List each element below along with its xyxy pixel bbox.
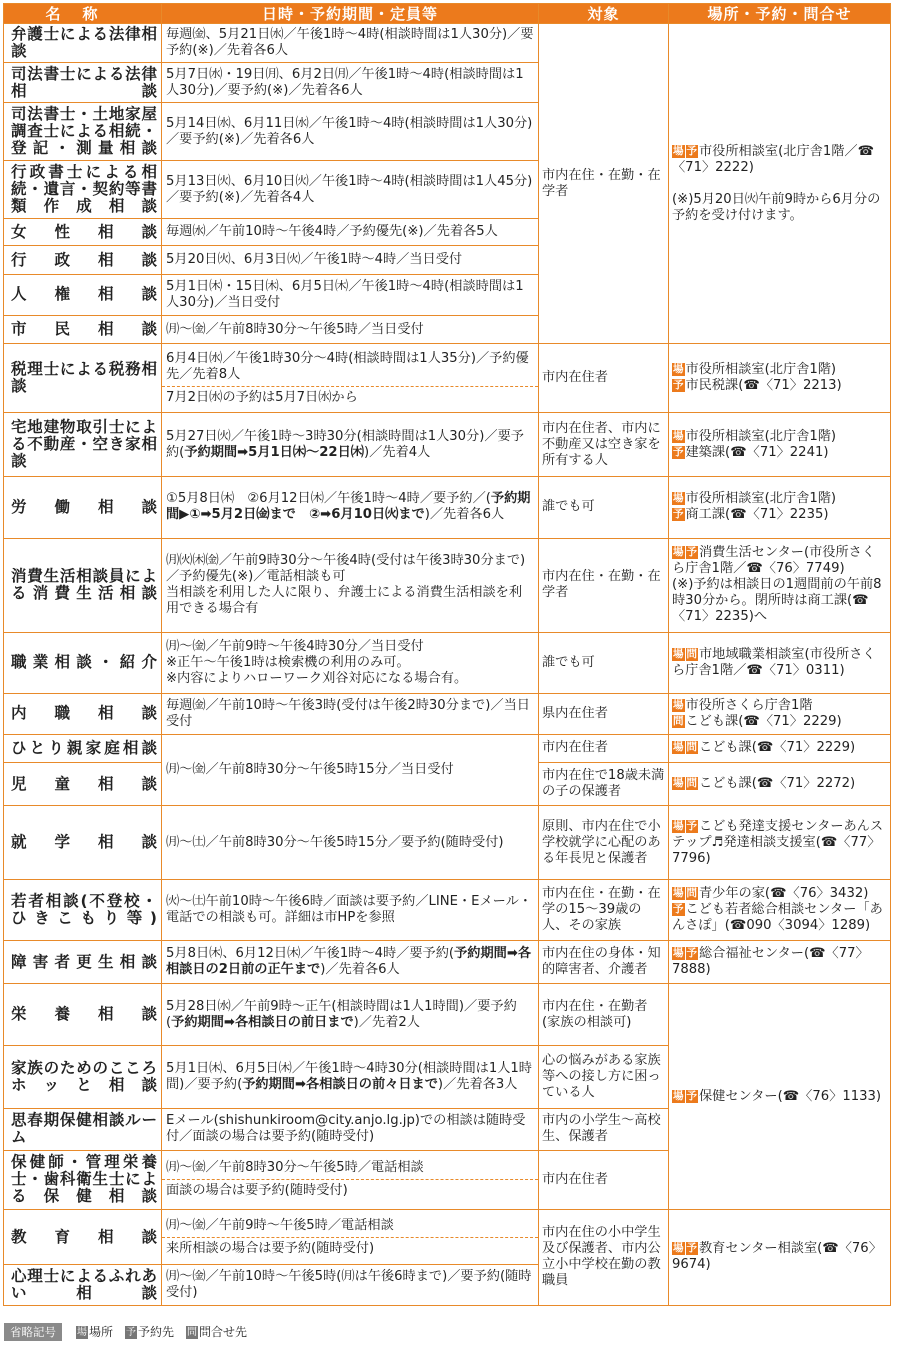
time-text: ①5月8日㈭ ②6月12日㈭／午後1時～4時／要予約／(: [166, 491, 491, 507]
inquiry-icon: 問: [187, 1326, 198, 1338]
place-text: 市役所相談室(北庁舎1階): [685, 362, 837, 378]
consultation-table: [3, 3, 891, 1306]
row-place: [669, 476, 891, 538]
place-text: 市役所相談室(北庁舎1階): [685, 491, 837, 507]
row-name: 行政相談: [4, 246, 162, 274]
reserve-icon: 予: [673, 445, 684, 458]
time-text: ㈪㈫㈭㈮／午前9時30分～午後4時(受付は午後3時30分まで)／予約優先(※)／電話相談も可: [166, 553, 526, 585]
row-time: [162, 1209, 539, 1265]
row-time: [162, 476, 539, 538]
row-place: [669, 694, 891, 734]
row-name: 市民相談: [4, 316, 162, 344]
row-name: 家族のためのこころホッと相談: [4, 1046, 162, 1109]
row-name: 児童相談: [4, 762, 162, 805]
place-text: 総合福祉センター(☎〈77〉7888): [672, 946, 869, 978]
inquiry-icon: 問: [686, 741, 697, 754]
row-place: [669, 984, 891, 1209]
header-place: 場所・予約・問合せ: [669, 4, 891, 24]
time-text: 当相談を利用した人に限り、弁護士による消費生活相談を利用できる場合有: [166, 585, 523, 617]
time-text: ㈪～㈮／午前8時30分～午後5時／電話相談: [166, 1160, 424, 1176]
row-place: [669, 632, 891, 694]
place-text: こども課(☎〈71〉2229): [685, 713, 842, 729]
inquiry-icon: 問: [686, 777, 697, 790]
legend-title: 省略記号: [4, 1323, 62, 1341]
place-icon: 場: [673, 546, 684, 559]
row-target: 市内在住者: [539, 734, 669, 762]
row-place: [669, 24, 891, 344]
reserve-icon: 予: [686, 1242, 697, 1255]
table-row: [4, 632, 891, 694]
place-text: 建築課(☎〈71〉2241): [685, 444, 829, 460]
place-icon: 場: [673, 741, 684, 754]
row-name: 教育相談: [4, 1209, 162, 1265]
row-target: 誰でも可: [539, 632, 669, 694]
row-target: 県内在住者: [539, 694, 669, 734]
row-target: 心の悩みがある家族等への接し方に困っている人: [539, 1046, 669, 1109]
row-name: 内職相談: [4, 694, 162, 734]
place-text: こども発達支援センターあんステップ♬発達相談支援室(☎〈77〉7796): [672, 818, 884, 866]
row-time: [162, 1151, 539, 1210]
header-target: 対象: [539, 4, 669, 24]
row-name: 職業相談・紹介: [4, 632, 162, 694]
row-target: 市内在住・在勤者(家族の相談可): [539, 984, 669, 1046]
time-text: )／先着各6人: [320, 962, 400, 978]
reserve-period: 予約期間➡各相談日の2日前の正午まで: [166, 946, 532, 978]
row-time: [162, 632, 539, 694]
place-text: 市役所相談室(北庁舎1階): [685, 428, 837, 444]
row-name: 心理士によるふれあい相談: [4, 1265, 162, 1306]
row-time: 毎週㈬／午前10時～午後4時／予約優先(※)／先着各5人: [162, 219, 539, 246]
legend-inquiry: [186, 1323, 247, 1341]
row-time: 毎週㈮／午前10時～午後3時(受付は午後2時30分まで)／当日受付: [162, 694, 539, 734]
time-text: 5月1日㈭、6月5日㈭／午後1時～4時30分(相談時間は1人1時間)／要予約(: [166, 1060, 532, 1092]
row-target: 市内在住・在勤・在学の15～39歳の人、その家族: [539, 880, 669, 941]
reserve-icon: 予: [673, 379, 684, 392]
reserve-period: 予約期間▶①➡5月2日㈮まで ②➡6月10日㈫まで: [166, 491, 531, 523]
row-time: 5月7日㈬・19日㈪、6月2日㈪／午後1時～4時(相談時間は1人30分)／要予約(※)／先着各6人: [162, 63, 539, 102]
place-text: 市役所相談室(北庁舎1階／☎〈71〉2222): [672, 143, 875, 175]
row-place: [669, 344, 891, 413]
row-time: [162, 940, 539, 983]
place-icon: 場: [673, 777, 684, 790]
row-name: 司法書士による法律相談: [4, 63, 162, 102]
row-target: 市内在住・在勤・在学者: [539, 24, 669, 344]
place-note: (※)5月20日㈫午前9時から6月分の予約を受け付けます。: [672, 191, 881, 223]
row-name: 人権相談: [4, 274, 162, 315]
row-name: 就学相談: [4, 806, 162, 880]
header-name: 名称: [4, 4, 162, 24]
time-text: ㈪～㈮／午前9時～午後5時／電話相談: [166, 1217, 394, 1233]
table-row: [4, 984, 891, 1046]
time-text: )／先着各3人: [437, 1076, 518, 1092]
row-time: [162, 344, 539, 413]
place-icon: 場: [673, 647, 684, 660]
row-place: [669, 538, 891, 632]
row-time: ㈪～㈮／午前10時～午後5時(㈪は午後6時まで)／要予約(随時受付): [162, 1265, 539, 1306]
reserve-icon: 予: [673, 508, 684, 521]
row-target: 原則、市内在住で小学校就学に心配のある年長児と保護者: [539, 806, 669, 880]
row-place: [669, 880, 891, 941]
row-name: 弁護士による法律相談: [4, 24, 162, 63]
place-text: こども課(☎〈71〉2272): [699, 776, 856, 792]
legend-label: 問合せ先: [199, 1325, 248, 1339]
legend-place: [76, 1323, 113, 1341]
row-place: [669, 1209, 891, 1305]
place-icon: 場: [77, 1326, 87, 1338]
row-time: [162, 1046, 539, 1109]
row-time: 毎週㈮、5月21日㈬／午後1時～4時(相談時間は1人30分)／要予約(※)／先着各6人: [162, 24, 539, 63]
reserve-icon: 予: [686, 947, 697, 960]
row-name: 司法書士・土地家屋調査士による相続・登記・測量相談: [4, 102, 162, 161]
reserve-period: 予約期間➡各相談日の前日まで: [171, 1014, 354, 1030]
row-name: 消費生活相談員による消費生活相談: [4, 538, 162, 632]
place-icon: 場: [673, 144, 684, 157]
time-text: 5月27日㈫／午後1時～3時30分(相談時間は1人30分)／要予約(: [166, 428, 524, 460]
time-text: )／先着各6人: [424, 507, 505, 523]
time-sub: 来所相談の場合は要予約(随時受付): [162, 1237, 538, 1257]
time-text: )／先着4人: [363, 444, 431, 460]
place-text: 商工課(☎〈71〉2235): [685, 507, 829, 523]
place-text: こども課(☎〈71〉2229): [699, 740, 856, 756]
row-name: 労働相談: [4, 476, 162, 538]
time-text: )／先着2人: [353, 1014, 420, 1030]
row-time: [162, 538, 539, 632]
table-row: [4, 476, 891, 538]
place-icon: 場: [673, 1089, 684, 1102]
place-text: 青少年の家(☎〈76〉3432): [699, 886, 869, 902]
row-target: 市内在住の身体・知的障害者、介護者: [539, 940, 669, 983]
time-text: ※内容によりハローワーク刈谷対応になる場合有。: [166, 670, 468, 686]
row-place: [669, 806, 891, 880]
legend-label: 場所: [89, 1325, 114, 1339]
row-time: 5月1日㈭・15日㈭、6月5日㈭／午後1時～4時(相談時間は1人30分)／当日受付: [162, 274, 539, 315]
header-time: 日時・予約期間・定員等: [162, 4, 539, 24]
row-time: 5月14日㈬、6月11日㈬／午後1時～4時(相談時間は1人30分)／要予約(※)／先着各6人: [162, 102, 539, 161]
row-name: 女性相談: [4, 219, 162, 246]
place-icon: 場: [673, 1242, 684, 1255]
table-row: [4, 344, 891, 413]
table-row: [4, 694, 891, 734]
row-place: [669, 413, 891, 477]
time-text: 5月28日㈬／午前9時～正午(相談時間は1人1時間)／要予約(: [166, 998, 517, 1030]
reserve-icon: 予: [686, 1089, 697, 1102]
place-text: 市民税課(☎〈71〉2213): [685, 378, 842, 394]
place-icon: 場: [673, 947, 684, 960]
row-time: ㈫～㈯午前10時～午後6時／面談は要予約／LINE・Eメール・電話での相談も可。詳細は市HPを参照: [162, 880, 539, 941]
row-name: 障害者更生相談: [4, 940, 162, 983]
reserve-icon: 予: [126, 1326, 137, 1338]
place-text: 消費生活センター(市役所さくら庁舎1階／☎〈76〉7749): [672, 545, 876, 577]
place-text: こども若者総合相談センター「あんさぽ」(☎090〈3094〉1289): [672, 902, 883, 934]
table-row: [4, 538, 891, 632]
reserve-icon: 予: [686, 546, 697, 559]
row-target: 市内の小学生～高校生、保護者: [539, 1108, 669, 1150]
row-time: [162, 984, 539, 1046]
place-icon: 場: [673, 429, 684, 442]
table-row: [4, 24, 891, 63]
legend: [4, 1323, 259, 1341]
row-target: 市内在住で18歳未満の子の保護者: [539, 762, 669, 805]
place-icon: 場: [673, 492, 684, 505]
table-row: [4, 880, 891, 941]
row-time: 5月13日㈫、6月10日㈫／午後1時～4時(相談時間は1人45分)／要予約(※)／先着各4人: [162, 161, 539, 219]
place-icon: 場: [673, 698, 684, 711]
row-time: 5月20日㈫、6月3日㈫／午後1時～4時／当日受付: [162, 246, 539, 274]
place-text: 市地域職業相談室(市役所さくら庁舎1階／☎〈71〉0311): [672, 646, 876, 678]
row-name: 行政書士による相続・遺言・契約等書類作成相談: [4, 161, 162, 219]
place-icon: 場: [673, 887, 684, 900]
row-target: 市内在住・在勤・在学者: [539, 538, 669, 632]
row-name: 栄養相談: [4, 984, 162, 1046]
row-name: 宅地建物取引士による不動産・空き家相談: [4, 413, 162, 477]
legend-label: 予約先: [138, 1325, 175, 1339]
table-row: [4, 413, 891, 477]
row-time: [162, 413, 539, 477]
table-row: [4, 1209, 891, 1265]
time-sub: 面談の場合は要予約(随時受付): [162, 1179, 538, 1199]
row-name: 思春期保健相談ルーム: [4, 1108, 162, 1150]
reserve-icon: 予: [686, 819, 697, 832]
place-text: 保健センター(☎〈76〉1133): [699, 1088, 882, 1104]
time-sub: 7月2日㈬の予約は5月7日㈬から: [162, 386, 538, 406]
reserve-icon: 予: [673, 903, 684, 916]
reserve-icon: 予: [686, 144, 697, 157]
row-name: ひとり親家庭相談: [4, 734, 162, 762]
row-target: 市内在住の小中学生及び保護者、市内公立小中学校在勤の教職員: [539, 1209, 669, 1305]
table-row: [4, 806, 891, 880]
time-main: 6月4日㈬／午後1時30分～4時(相談時間は1人35分)／予約優先／先着8人: [166, 350, 529, 382]
row-name: 保健師・管理栄養士・歯科衛生士による保健相談: [4, 1151, 162, 1210]
row-target: 誰でも可: [539, 476, 669, 538]
row-place: [669, 734, 891, 762]
inquiry-icon: 問: [686, 647, 697, 660]
row-target: 市内在住者: [539, 1151, 669, 1210]
time-text: 5月8日㈭、6月12日㈭／午後1時～4時／要予約(: [166, 946, 455, 962]
row-time: ㈪～㈯／午前8時30分～午後5時15分／要予約(随時受付): [162, 806, 539, 880]
row-time: ㈪～㈮／午前8時30分～午後5時15分／当日受付: [162, 734, 539, 806]
row-target: 市内在住者、市内に不動産又は空き家を所有する人: [539, 413, 669, 477]
place-text: 市役所さくら庁舎1階: [685, 697, 813, 713]
table-row: [4, 734, 891, 762]
time-text: ※正午～午後1時は検索機の利用のみ可。: [166, 654, 410, 670]
row-target: 市内在住者: [539, 344, 669, 413]
place-icon: 場: [673, 819, 684, 832]
row-name: 税理士による税務相談: [4, 344, 162, 413]
inquiry-icon: 問: [686, 887, 697, 900]
place-note: (※)予約は相談日の1週間前の午前8時30分から。閉所時は商工課(☎〈71〉2235)へ: [672, 577, 882, 625]
reserve-period: 予約期間➡5月1日㈭～22日㈭: [184, 444, 364, 460]
row-place: [669, 940, 891, 983]
reserve-period: 予約期間➡各相談日の前々日まで: [242, 1076, 438, 1092]
time-text: ㈪～㈮／午前9時～午後4時30分／当日受付: [166, 638, 424, 654]
legend-reserve: [125, 1323, 174, 1341]
table-row: [4, 940, 891, 983]
place-text: 教育センター相談室(☎〈76〉9674): [672, 1241, 882, 1273]
row-time: ㈪～㈮／午前8時30分～午後5時／当日受付: [162, 316, 539, 344]
place-icon: 場: [673, 363, 684, 376]
row-name: 若者相談(不登校・ひきこもり等): [4, 880, 162, 941]
inquiry-icon: 問: [673, 714, 684, 727]
row-place: [669, 762, 891, 805]
row-time: Eメール(shishunkiroom@city.anjo.lg.jp)での相談は随時受付／面談の場合は要予約(随時受付): [162, 1108, 539, 1150]
